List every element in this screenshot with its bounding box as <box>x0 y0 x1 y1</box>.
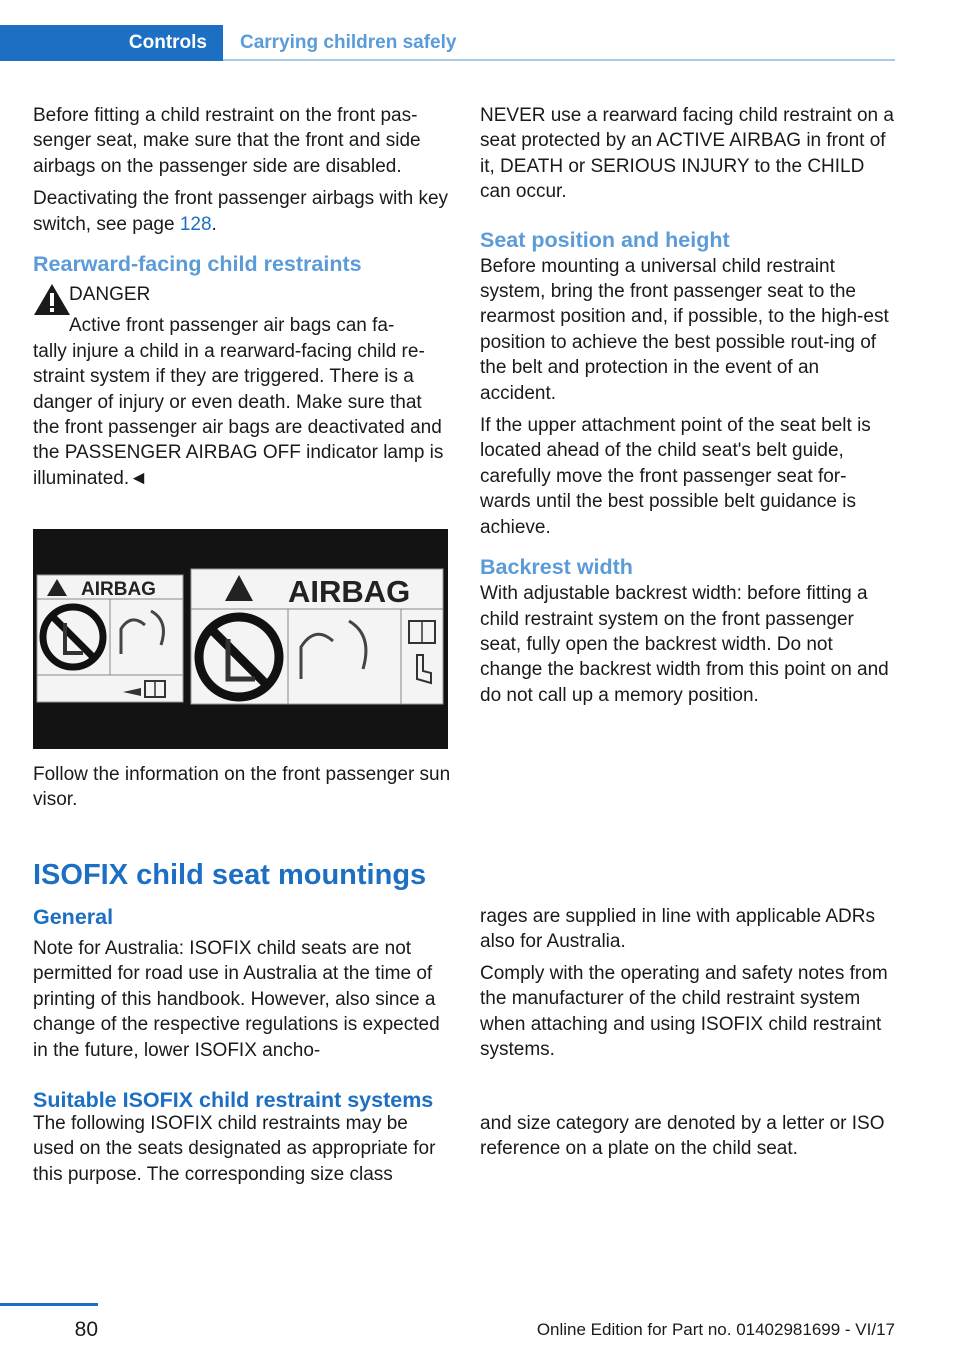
heading-rearward: Rearward-facing child restraints <box>33 252 362 277</box>
airbag-label-photo <box>33 529 448 749</box>
page-link[interactable]: 128 <box>179 213 212 235</box>
right-column <box>480 103 895 708</box>
paragraph: rages are supplied in line with applicable ADRs also for Australia. <box>480 906 876 953</box>
danger-text: tally injure a child in a rearward-facing child re-straint system if they are triggered. There is a danger of injury or even death. Make sure that the front passenger air bags are deactivated and the PASSENGER AIRBAG OFF indicator lamp is illuminated.◄ <box>33 340 444 489</box>
heading-isofix: ISOFIX child seat mountings <box>33 859 427 891</box>
paragraph: If the upper attachment point of the seat belt is located ahead of the child seat's belt guide, carefully move the front passenger seat for-wards until the best possible belt guidance is achieve. <box>480 415 871 538</box>
paragraph: The following ISOFIX child restraints may be used on the seats designated as appropriate for this purpose. The corresponding size class <box>33 1113 436 1185</box>
page-header <box>0 25 895 61</box>
paragraph: Note for Australia: ISOFIX child seats are not permitted for road use in Australia at the time of printing of this handbook. However, also since a change of the respective regulations is expected in the future, lower ISOFIX ancho- <box>33 938 440 1061</box>
heading-general: General <box>33 905 114 929</box>
paragraph-key-switch: Deactivating the front passenger airbags with key switch, see page 128. <box>33 188 449 235</box>
airbag-warning-label <box>33 529 448 749</box>
danger-line: Active front passenger air bags can fa- <box>69 315 395 337</box>
heading-backrest: Backrest width <box>480 555 633 580</box>
paragraph: Comply with the operating and safety notes from the manufacturer of the child restraint system when attaching and using ISOFIX child restraint systems. <box>480 963 888 1061</box>
heading-seat-position: Seat position and height <box>480 227 730 252</box>
header-rule <box>223 59 895 61</box>
danger-label: DANGER <box>69 284 151 306</box>
edition-note: Online Edition for Part no. 01402981699 - VI/17 <box>536 1320 895 1339</box>
airbag-word: AIRBAG <box>81 579 156 600</box>
footer-rule <box>0 1303 98 1306</box>
paragraph: With adjustable backrest width: before fitting a child restraint system on the front passenger seat, fully open the backrest width. Do not change the backrest width from this point on and do not call up a memory position. <box>480 583 889 706</box>
paragraph: Before fitting a child restraint on the front pas-senger seat, make sure that the front and side airbags on the passenger side are disabled. <box>33 105 421 177</box>
danger-notice <box>33 282 451 491</box>
paragraph: and size category are denoted by a letter or ISO reference on a plate on the child seat. <box>480 1113 885 1160</box>
airbag-word: AIRBAG <box>288 574 411 609</box>
chapter-tab[interactable]: Controls <box>0 25 223 61</box>
heading-suitable-isofix: Suitable ISOFIX child restraint systems <box>33 1088 434 1112</box>
warning-triangle-icon <box>33 282 71 316</box>
page-number: 80 <box>74 1318 98 1341</box>
section-title[interactable]: Carrying children safely <box>240 32 457 53</box>
paragraph: NEVER use a rearward facing child restraint on a seat protected by an ACTIVE AIRBAG in front of it, DEATH or SERIOUS INJURY to the CHILD can occur. <box>480 105 894 203</box>
paragraph: Before mounting a universal child restraint system, bring the front passenger seat to the rearmost position and, if possible, to the high-est position to achieve the best possible rout-ing of the belt and protection in the event of an accident. <box>480 255 889 404</box>
left-column <box>33 103 451 491</box>
image-caption: Follow the information on the front passenger sun visor. <box>33 764 451 811</box>
